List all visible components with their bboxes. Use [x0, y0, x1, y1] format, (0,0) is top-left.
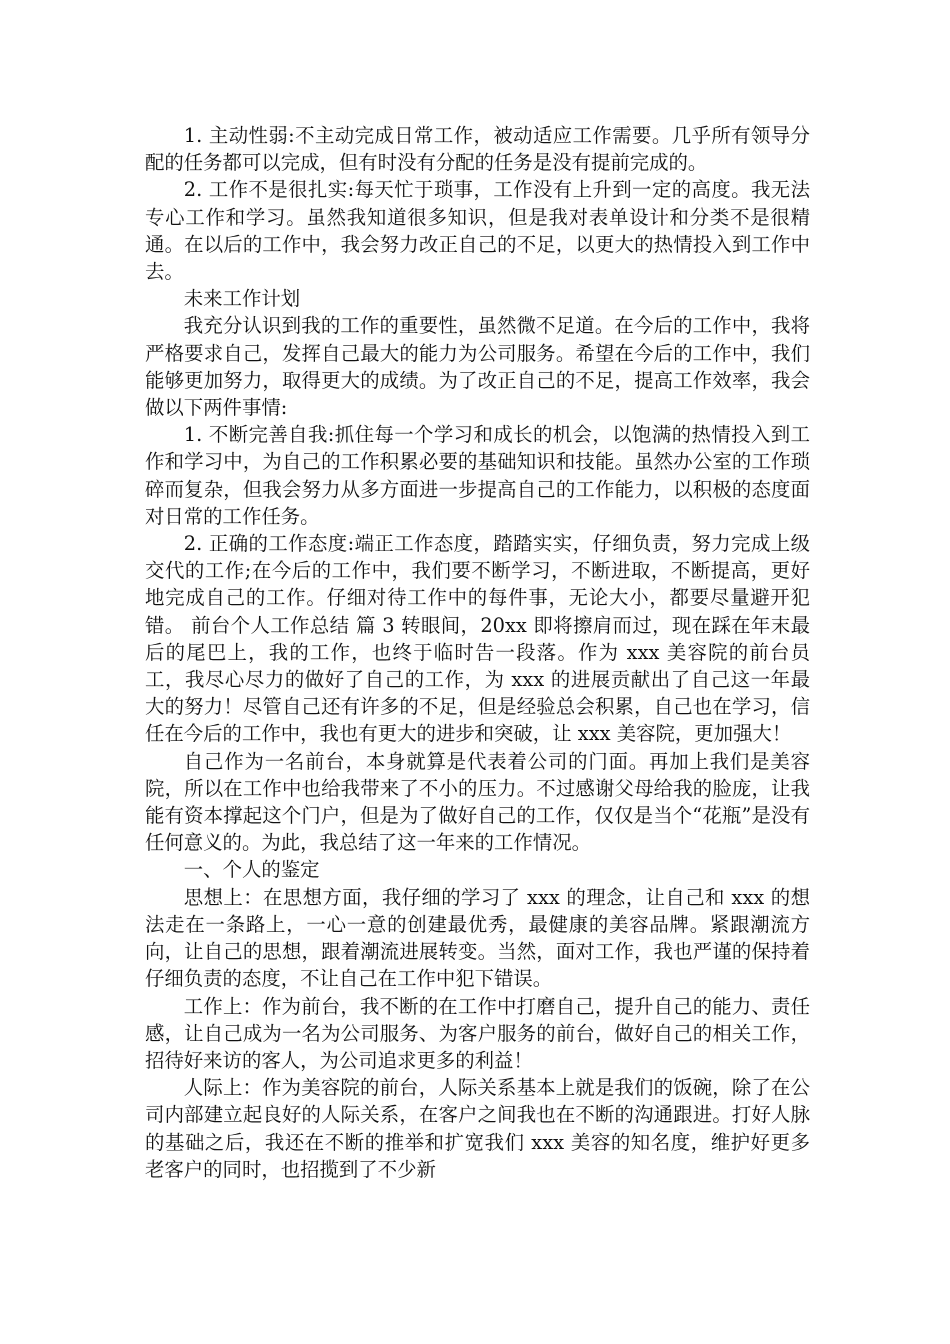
- paragraph-weakness-solidity: 2. 工作不是很扎实:每天忙于琐事，工作没有上升到一定的高度。我无法专心工作和学习。虽然我知道很多知识，但是我对表单设计和分类不是很精通。在以后的工作中，我会努力改正自己的不足，以更大的热情投入到工作中去。: [145, 178, 810, 284]
- paragraph-receptionist-intro: 自己作为一名前台，本身就算是代表着公司的门面。再加上我们是美容院，所以在工作中也给我带来了不小的压力。不过感谢父母给我的脸庞，让我能有资本撑起这个门户，但是为了做好自己的工作，仅仅是当个“花瓶”是没有任何意义的。为此，我总结了这一年来的工作情况。: [145, 749, 810, 855]
- paragraph-thinking: 思想上：在思想方面，我仔细的学习了 xxx 的理念，让自己和 xxx 的想法走在一条路上，一心一意的创建最优秀，最健康的美容品牌。紧跟潮流方向，让自己的思想，跟着潮流进展转变。当然，面对工作，我也严谨的保持着仔细负责的态度，不让自己在工作中犯下错误。: [145, 885, 810, 991]
- heading-personal-assessment: 一、个人的鉴定: [183, 858, 320, 882]
- paragraph-plan-attitude: 2. 正确的工作态度:端正工作态度，踏踏实实，仔细负责，努力完成上级交代的工作;在今后的工作中，我们要不断学习，不断进取，不断提高，更好地完成自己的工作。仔细对待工作中的每件事，无论大小，都要尽量避开犯错。 前台个人工作总结 篇 3 转眼间，20xx 即将擦肩而过，现在踩在年末最后的尾巴上，我的工作，也终于临时告一段落。作为 xxx 美容院的前台员工，我尽心尽力的做好了自己的工作，为 xxx 的进展贡献出了自己这一年最大的努力！尽管自己还有许多的不足，但是经验总会积累，自己也在学习，信任在今后的工作中，我也有更大的进步和突破，让 xxx 美容院，更加强大！: [145, 532, 810, 746]
- heading-future-plan: 未来工作计划: [183, 287, 301, 311]
- paragraph-weakness-initiative: 1. 主动性弱:不主动完成日常工作，被动适应工作需要。几乎所有领导分配的任务都可以完成，但有时没有分配的任务是没有提前完成的。: [145, 124, 810, 175]
- paragraph-work: 工作上：作为前台，我不断的在工作中打磨自己，提升自己的能力、责任感，让自己成为一名为公司服务、为客户服务的前台，做好自己的相关工作，招待好来访的客人，为公司追求更多的利益！: [145, 994, 810, 1072]
- document-page: [145, 122, 810, 1183]
- paragraph-plan-self-improvement: 1. 不断完善自我:抓住每一个学习和成长的机会，以饱满的热情投入到工作和学习中，为自己的工作积累必要的基础知识和技能。虽然办公室的工作琐碎而复杂，但我会努力从多方面进一步提高自己的工作能力，以积极的态度面对日常的工作任务。: [145, 423, 810, 528]
- paragraph-interpersonal: 人际上：作为美容院的前台，人际关系基本上就是我们的饭碗，除了在公司内部建立起良好的人际关系，在客户之间我也在不断的沟通跟进。打好人脉的基础之后，我还在不断的推举和扩宽我们 xxx 美容的知名度，维护好更多老客户的同时，也招揽到了不少新: [145, 1076, 810, 1181]
- paragraph-plan-intro: 我充分认识到我的工作的重要性，虽然微不足道。在今后的工作中，我将严格要求自己，发挥自己最大的能力为公司服务。希望在今后的工作中，我们能够更加努力，取得更大的成绩。为了改正自己的不足，提高工作效率，我会做以下两件事情:: [145, 314, 810, 420]
